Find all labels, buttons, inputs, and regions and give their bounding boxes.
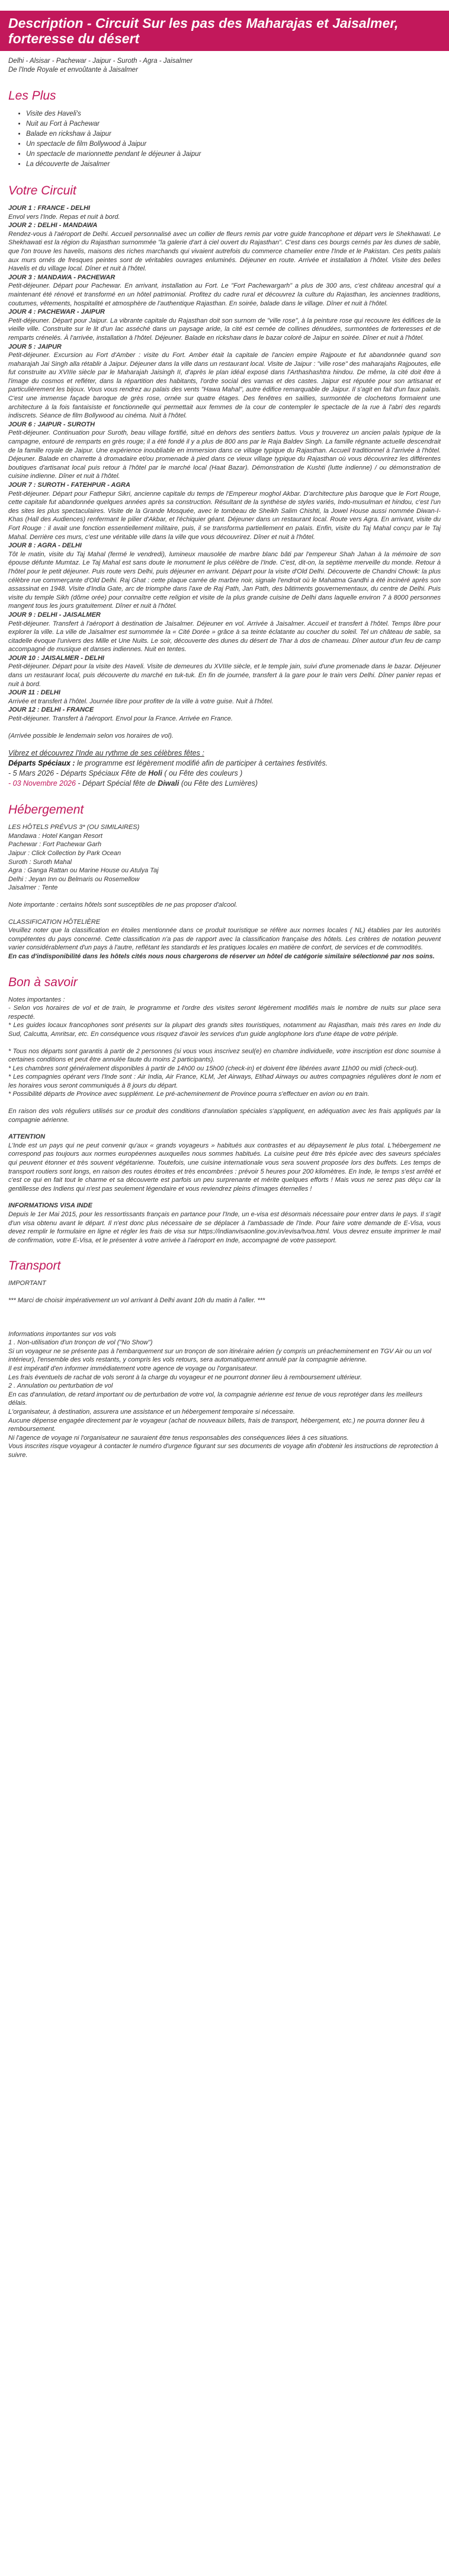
- hotels-subhead: LES HÔTELS PRÉVUS 3* (OU SIMILAIRES): [8, 824, 140, 831]
- transport-important-label: IMPORTANT: [8, 1280, 46, 1287]
- flight-info-line: En cas d'annulation, de retard important ou de perturbation de votre vol, la compagnie aérienne est tenue de vous reprotéger dans les meilleurs délais.: [8, 1391, 423, 1407]
- classification-bold: En cas d'indisponibilité dans les hôtels cités nous nous chargerons de réserver un hôtel de catégorie similaire sélectionné par nos soins.: [8, 952, 435, 960]
- holi-date: - 5 Mars 2026: [8, 769, 54, 778]
- flight-info-line: Aucune dépense engagée directement par le voyageur (achat de nouveaux billets, frais de transport, hébergement, etc.) ne pourra donner lieu à remboursement.: [8, 1417, 425, 1433]
- hebergement-block: [8, 823, 441, 961]
- hotel-line: Mandawa : Hotel Kangan Resort: [8, 832, 102, 840]
- list-item: • Visite des Haveli's: [26, 109, 441, 119]
- alcohol-note: Note importante : certains hôtels sont susceptibles de ne pas proposer d'alcool.: [8, 901, 238, 908]
- day-text: Petit-déjeuner. Départ pour la visite des Haveli. Visite de demeures du XVIIIe siècle, et le temple jain, suivi d'une promenade dans le bazar. Déjeuner dans un restaurant local, puis découverte du marché en tuk-tuk. En fin de journée, transfert à la gare pour le train vers Delhi. Dîner panier repas et nuit à bord.: [8, 663, 441, 688]
- plus-list: [8, 109, 441, 170]
- attention-text: L'Inde est un pays qui ne peut convenir qu'aux « grands voyageurs » habitués aux contrastes et au dépaysement le plus total. L'hébergement ne correspond pas toujours aux normes européennes auxquelles nous sommes habitués. La cuisine peut être très épicée avec des saveurs spéciales qui peuvent étonner et très souvent végétarienne. Toutefois, une cuisine internationale vous sera souvent proposée lors des buffets. Les temps de transport routiers sont longs, en raison des routes étroites et très encombrées : prévoir 5 heures pour 200 kilomètres. En Inde, le temps s'est arrêté et c'est ce qui en fait tout le charme et sa découverte est parfois un peu surprenante et mérite quelques efforts ! Mais vous ne serez pas déçu car la gentillesse des Indiens qui n'est pas seulement légendaire et vous reviendrez pleins d'images éternelles !: [8, 1142, 441, 1193]
- transport-warning: *** Marci de choisir impérativement un vol arrivant à Delhi avant 10h du matin à l'aller. ***: [8, 1296, 265, 1304]
- savoir-line: * Possibilité départs de Province avec supplément. Le pré-acheminement de Province pourra s'effectuer en avion ou en train.: [8, 1091, 370, 1098]
- diwali-suffix: (ou Fête des Lumières): [179, 779, 258, 788]
- visa-heading: INFORMATIONS VISA INDE: [8, 1202, 92, 1210]
- day-text: Petit-déjeuner. Transfert à l'aéroport. Envol pour la France. Arrivée en France.: [8, 715, 233, 723]
- intro-tagline: De l'Inde Royale et envoûtante à Jaisalmer: [8, 66, 138, 74]
- day-text: Rendez-vous à l'aéroport de Delhi. Accueil personnalisé avec un collier de fleurs remis par votre guide francophone et départ vers le Shekhawati. Le Shekhawati est la région du Rajasthan surnommée "la galerie d'art à ciel ouvert du Rajasthan". C'est dans ces bourgs cernés par les dunes de sable, que l'on trouve les havelis, maisons des riches marchands qui vivaient autrefois du commerce chamelier entre l'Inde et le Pakistan. Ces petits palais aux murs ornés de fresques peintes sont de véritables ouvrages enluminés. Déjeuner en route. Arrivée et installation à l'hôtel. Visite des belles Havelis et du village local. Dîner et nuit à l'hôtel.: [8, 230, 441, 273]
- hotel-line: Suroth : Suroth Mahal: [8, 858, 72, 866]
- special-departures-label: Départs Spéciaux :: [8, 759, 75, 768]
- savoir-line: * Les compagnies opérant vers l'Inde sont : Air India, Air France, KLM, Jet Airways, Etihad Airways ou autres compagnies régulières dont le nom et les horaires vous seront communiqués à 8 jours du départ.: [8, 1073, 441, 1089]
- festival-dates: [8, 748, 441, 789]
- arrival-footnote: (Arrivée possible le lendemain selon vos horaires de vol).: [8, 732, 174, 739]
- festival-label: Vibrez et découvrez l'Inde au rythme de ses célèbres fêtes :: [8, 749, 204, 758]
- day-heading: JOUR 12 : DELHI - FRANCE: [8, 706, 94, 714]
- savoir-line: - Selon vos horaires de vol et de train, le programme et l'ordre des visites seront légèrement modifiés mais le nombre de nuits sur place sera respecté.: [8, 1005, 441, 1021]
- section-heading-savoir: Bon à savoir: [8, 975, 78, 989]
- diwali-text: - Départ Spécial fête de: [75, 779, 158, 788]
- itinerary: [8, 204, 441, 748]
- flight-info-line: Si un voyageur ne se présente pas à l'embarquement sur un tronçon de son itinéraire aérien (y compris un préacheminement en TGV Air ou un vol intérieur), l'ensemble des vols restants, y compris les vols retours, sera automatiquement annulé par la compagnie aérienne.: [8, 1347, 432, 1364]
- day-text: Arrivée et transfert à l'hôtel. Journée libre pour profiter de la ville à votre guise. Nuit à l'hôtel.: [8, 697, 274, 705]
- flight-info-line: Vous inscrites risque voyageur à contacter le numéro d'urgence figurant sur ses documents de voyage afin d'obtenir les instructions de reprotection à suivre.: [8, 1443, 438, 1459]
- section-heading-hebergement: Hébergement: [8, 803, 84, 817]
- day-heading: JOUR 10 : JAISALMER - DELHI: [8, 654, 104, 662]
- day-heading: JOUR 5 : JAIPUR: [8, 343, 62, 350]
- flight-info-line: 2 . Annulation ou perturbation de vol: [8, 1382, 113, 1390]
- savoir-line: * Les chambres sont généralement disponibles à partir de 14h00 ou 15h00 (check-in) et doivent être libérées avant 11h00 ou midi (check-out).: [8, 1064, 418, 1072]
- day-text: Petit-déjeuner. Continuation pour Suroth, beau village fortifié, situé en dehors des sentiers battus. Vous y trouverez un ancien palais typique de la campagne, entouré de remparts en grès rouge; il a été fondé il y a plus de 800 ans par le Raja Baldev Singh. La famille régnante actuelle descendrait de la famille royale de Jaipur. Une expérience inoubliable en immersion dans ce village typique du Rajasthan. Accueil traditionnel à l'arrivée à l'hôtel. Déjeuner. Balade en charrette à dromadaire et/ou promenade à pied dans ce vieux village typique du Rajasthan où vous découvrirez les différentes boutiques d'artisanat local puis retour à l'hôtel par le marché local (Haat Bazar). Démonstration de Kushti (lutte indienne) / ou démonstration de cuisine indienne. Dîner et nuit à l'hôtel.: [8, 429, 441, 480]
- page-title: Description - Circuit Sur les pas des Maharajas et Jaisalmer, forteresse du désert: [8, 15, 399, 46]
- visa-text: Depuis le 1er Mai 2015, pour les ressortissants français en partance pour l'Inde, un e-visa est désormais nécessaire pour entrer dans le pays. Il s'agit d'un visa obtenu avant le départ. Il n'est donc plus nécessaire de se déplacer à l'ambassade de l'Inde. Pour faire votre demande de E-Visa, vous devez remplir le formulaire en ligne et régler les frais de visa sur https://indianvisaonline.gov.in/evisa/tvoa.html. Vous devrez ensuite imprimer le mail de confirmation, votre E-Visa, et le présenter à votre arrivée à l'aéroport en Inde, accompagné de votre passeport.: [8, 1211, 441, 1244]
- day-heading: JOUR 7 : SUROTH - FATEHPUR - AGRA: [8, 482, 130, 489]
- holi-name: Holi: [148, 769, 162, 778]
- day-text: Petit-déjeuner. Départ pour Fathepur Sikri, ancienne capitale du temps de l'Empereur moghol Akbar. D'architecture plus baroque que le Fort Rouge, cette capitale fut abandonnée quelques années après sa construction. Résultant de la synthèse de styles variés, Indo-musulman et hindou, c'est l'un des sites les plus spectaculaires. Visite de la Grande Mosquée, avec le tombeau de Sheikh Salim Chishti, la Jowel House aussi nommée Diwan-I-Khas (Hall des Audiences) renfermant le pilier d'Akbar, et l'échiquier géant. Déjeuner dans un restaurant local. Route vers Agra. En arrivant, visite du Fort Rouge : il avait une fonction essentiellement militaire, puis, il se transforma partiellement en palais. Enfin, visite du Taj Mahal conçu par le Taj Mahal. Derrière ces murs, c'est une véritable ville dans la ville que vous découvrirez. Dîner et nuit à l'hôtel.: [8, 490, 441, 541]
- list-item: • La découverte de Jaisalmer: [26, 160, 441, 170]
- list-item: • Un spectacle de marionnette pendant le déjeuner à Jaipur: [26, 149, 441, 160]
- day-heading: JOUR 3 : MANDAWA - PACHEWAR: [8, 273, 116, 281]
- hotel-line: Jaisalmer : Tente: [8, 884, 58, 892]
- list-item: • Balade en rickshaw à Jaipur: [26, 129, 441, 139]
- classification-heading: CLASSIFICATION HÔTELIÈRE: [8, 918, 101, 926]
- day-text: Petit-déjeuner. Départ pour Pachewar. En arrivant, installation au Fort. Le "Fort Pachewargarh" a plus de 300 ans, c'est château ancestral qui a maintenant été rénové et transformé en un hôtel patrimonial. Profitez du cadre rural et découvrez la culture du Rajasthan, les anciennes traditions, coutumes, vêtements, hospitalité et atmosphère de l'authentique Rajasthan. En soirée, balade dans le village. Dîner et nuit à l'hôtel.: [8, 282, 441, 307]
- savoir-block: [8, 996, 441, 1245]
- holi-suffix: ( ou Fête des couleurs ): [162, 769, 243, 778]
- day-heading: JOUR 2 : DELHI - MANDAWA: [8, 222, 98, 229]
- savoir-line: * Les guides locaux francophones sont présents sur la plupart des grands sites touristiques, notamment au Rajasthan, mais très rares en Inde du Sud, Calcutta, Amritsar, etc. En conséquence vous risquez d'avoir les services d'un guide anglophone lors d'une étape de votre périple.: [8, 1022, 441, 1038]
- transport-block: [8, 1279, 441, 1459]
- flight-info-line: L'organisateur, à destination, assurera une assistance et un hébergement temporaire si nécessaire.: [8, 1408, 295, 1415]
- day-heading: JOUR 1 : FRANCE - DELHI: [8, 205, 91, 212]
- attention-heading: ATTENTION: [8, 1133, 46, 1141]
- day-heading: JOUR 6 : JAIPUR - SUROTH: [8, 420, 95, 428]
- list-item: • Nuit au Fort à Pachewar: [26, 119, 441, 129]
- special-departures-text: le programme est légèrement modifié afin de participer à certaines festivités.: [75, 759, 328, 768]
- day-text: Petit-déjeuner. Départ pour Jaipur. La vibrante capitale du Rajasthan doit son surnom de "ville rose", à la peinture rose qui recouvre les édifices de la vieille ville. Construite sur le lit d'un lac asséché dans un paysage aride, la cité est cernée de collines dénudées, surmontées de forteresses et de remparts crénelés. À l'arrivée, installation à l'hôtel. Déjeuner. Balade en rickshaw dans le bazar coloré de Jaipur en soirée. Dîner et nuit à l'hôtel.: [8, 317, 441, 342]
- classification-text: Veuillez noter que la classification en étoiles mentionnée dans ce produit touristique se réfère aux normes locales ( NL) établies par les autorités compétentes du pays concerné. Cette classification n'a pas de rapport avec la classification française des hôtels. Les critères de notation peuvent varier considérablement d'un pays à l'autre, reflétant les standards et les pratiques locales en matière de confort, de services et de commodités.: [8, 927, 441, 952]
- day-text: Envol vers l'Inde. Repas et nuit à bord.: [8, 213, 120, 221]
- diwali-date: - 03 Novembre 2026: [8, 779, 76, 788]
- flight-info-heading: Informations importantes sur vos vols: [8, 1330, 117, 1338]
- day-heading: JOUR 11 : DELHI: [8, 689, 60, 697]
- day-heading: JOUR 8 : AGRA - DELHI: [8, 542, 82, 550]
- flight-info-line: Ni l'agence de voyage ni l'organisateur ne sauraient être tenus responsables des conséquences liées à ces situations.: [8, 1434, 349, 1442]
- section-heading-plus: Les Plus: [8, 89, 56, 103]
- hotel-line: Agra : Ganga Rattan ou Marine House ou Atulya Taj: [8, 867, 159, 875]
- intro-route: Delhi - Alsisar - Pachewar - Jaipur - Suroth - Agra - Jaisalmer: [8, 58, 193, 65]
- savoir-line: En raison des vols réguliers utilisés sur ce produit des conditions d'annulation spéciales s'appliquent, en adéquation avec les frais appliqués par la compagnie aérienne.: [8, 1108, 441, 1124]
- savoir-line: Notes importantes :: [8, 996, 65, 1003]
- list-item: • Un spectacle de film Bollywood à Jaipur: [26, 139, 441, 149]
- flight-info-line: Les frais éventuels de rachat de vols seront à la charge du voyageur et ne pourront donner lieu à remboursement ultérieur.: [8, 1373, 362, 1381]
- day-text: Tôt le matin, visite du Taj Mahal (fermé le vendredi), lumineux mausolée de marbre blanc bâti par l'empereur Shah Jahan à la mémoire de son épouse défunte Mumtaz. Le Taj Mahal est sans doute le monument le plus célèbre de l'Inde. C'est, dit-on, la septième merveille du monde. Retour à l'hôtel pour le petit déjeuner. Puis route vers Delhi, puis déjeuner en arrivant. Départ pour la visite d'Old Delhi. Découverte de Chandni Chowk: la plus célèbre rue commerçante d'Old Delhi. Raj Ghat : cette plaque carrée de marbre noir, signale l'endroit où le Mahatma Gandhi a été incinéré après son assassinat en 1948. Visite d'India Gate, arc de triomphe dans l'axe de Raj Path, Jan Path, des bâtiments gouvernementaux, du centre de Delhi. Puis visite du temple Sikh (dôme orée) pour connaître cette religion et visite de la plus grande cuisine de Delhi dans laquelle environ 7 à 8000 personnes mangent tous les jours gratuitement. Dîner et nuit à l'hôtel.: [8, 550, 441, 610]
- day-heading: JOUR 9 : DELHI - JAISALMER: [8, 611, 101, 619]
- content: [0, 57, 449, 1459]
- diwali-name: Diwali: [158, 779, 179, 788]
- hotel-line: Pachewar : Fort Pachewar Garh: [8, 841, 102, 849]
- holi-text: - Départs Spéciaux Fête de: [54, 769, 149, 778]
- section-heading-transport: Transport: [8, 1259, 61, 1273]
- flight-info-line: 1 . Non-utilisation d'un tronçon de vol ("No Show"): [8, 1339, 153, 1347]
- section-heading-circuit: Votre Circuit: [8, 184, 76, 197]
- day-text: Petit-déjeuner. Transfert à l'aéroport à destination de Jaisalmer. Déjeuner en vol. Arrivée à Jaisalmer. Accueil et transfert à l'hôtel. Temps libre pour explorer la ville. La ville de Jaisalmer est surnommée la « Cité Dorée » grâce à sa teinte éclatante au coucher du soleil. Tel un château de sable, sa citadelle évoque l'univers des Mille et Une Nuits. Le soir, découverte des dunes du désert de Thar à dos de chameau. Dîner autour d'un feu de camp accompagné de musique et danses indiennes. Nuit en tentes.: [8, 620, 441, 653]
- hotel-line: Delhi : Jeyan Inn ou Belmaris ou Rosemellow: [8, 875, 140, 883]
- title-banner: [0, 11, 449, 51]
- hotel-line: Jaipur : Click Collection by Park Ocean: [8, 850, 121, 857]
- intro: [8, 57, 441, 75]
- savoir-line: * Tous nos départs sont garantis à partir de 2 personnes (si vous vous inscrivez seul(e) en chambre individuelle, votre inscription est donc soumise à certaines conditions et peut être annulée faute du moins 2 participants).: [8, 1047, 441, 1064]
- day-heading: JOUR 4 : PACHEWAR - JAIPUR: [8, 308, 105, 316]
- day-text: Petit-déjeuner. Excursion au Fort d'Amber : visite du Fort. Amber était la capitale de l'ancien empire Rajpoute et fut abandonnée quand son maharajah Jai Singh alla rétablir à Jaipur. Déjeuner dans la ville dans un restaurant local. Visite de Jaipur : "ville rose" des maharajahs Rajpoutes, elle fut construite au XVIIIe siècle par le Maharajah Jaisingh II, d'après le plan idéal exposé dans l'Arthashashtra hindou. De même, la cité doit être à l'image du cosmos et refléter, dans la répartition des habitants, l'ordre social des varnas et des castes. Jaipur est réputée pour son artisanat et particulièrement les bijoux. Vous vous rendrez au palais des vents "Hawa Mahal", autre édifice remarquable de Jaipur. Il s'agit en fait d'un faux palais. C'est une immense façade baroque de grès rose, ornée sur quatre étages. Des fenêtres en saillies, surmontée de clochetons formaient une architecture à la fois fantaisiste et fonctionnelle qui permettait aux femmes de la cour de contempler le spectacle de la rue à l'abri des regards indiscrets. Séance de film Bollywood au cinéma. Nuit à l'hôtel.: [8, 352, 441, 420]
- flight-info-line: Il est impératif d'en informer immédiatement votre agence de voyage ou l'organisateur.: [8, 1364, 258, 1372]
